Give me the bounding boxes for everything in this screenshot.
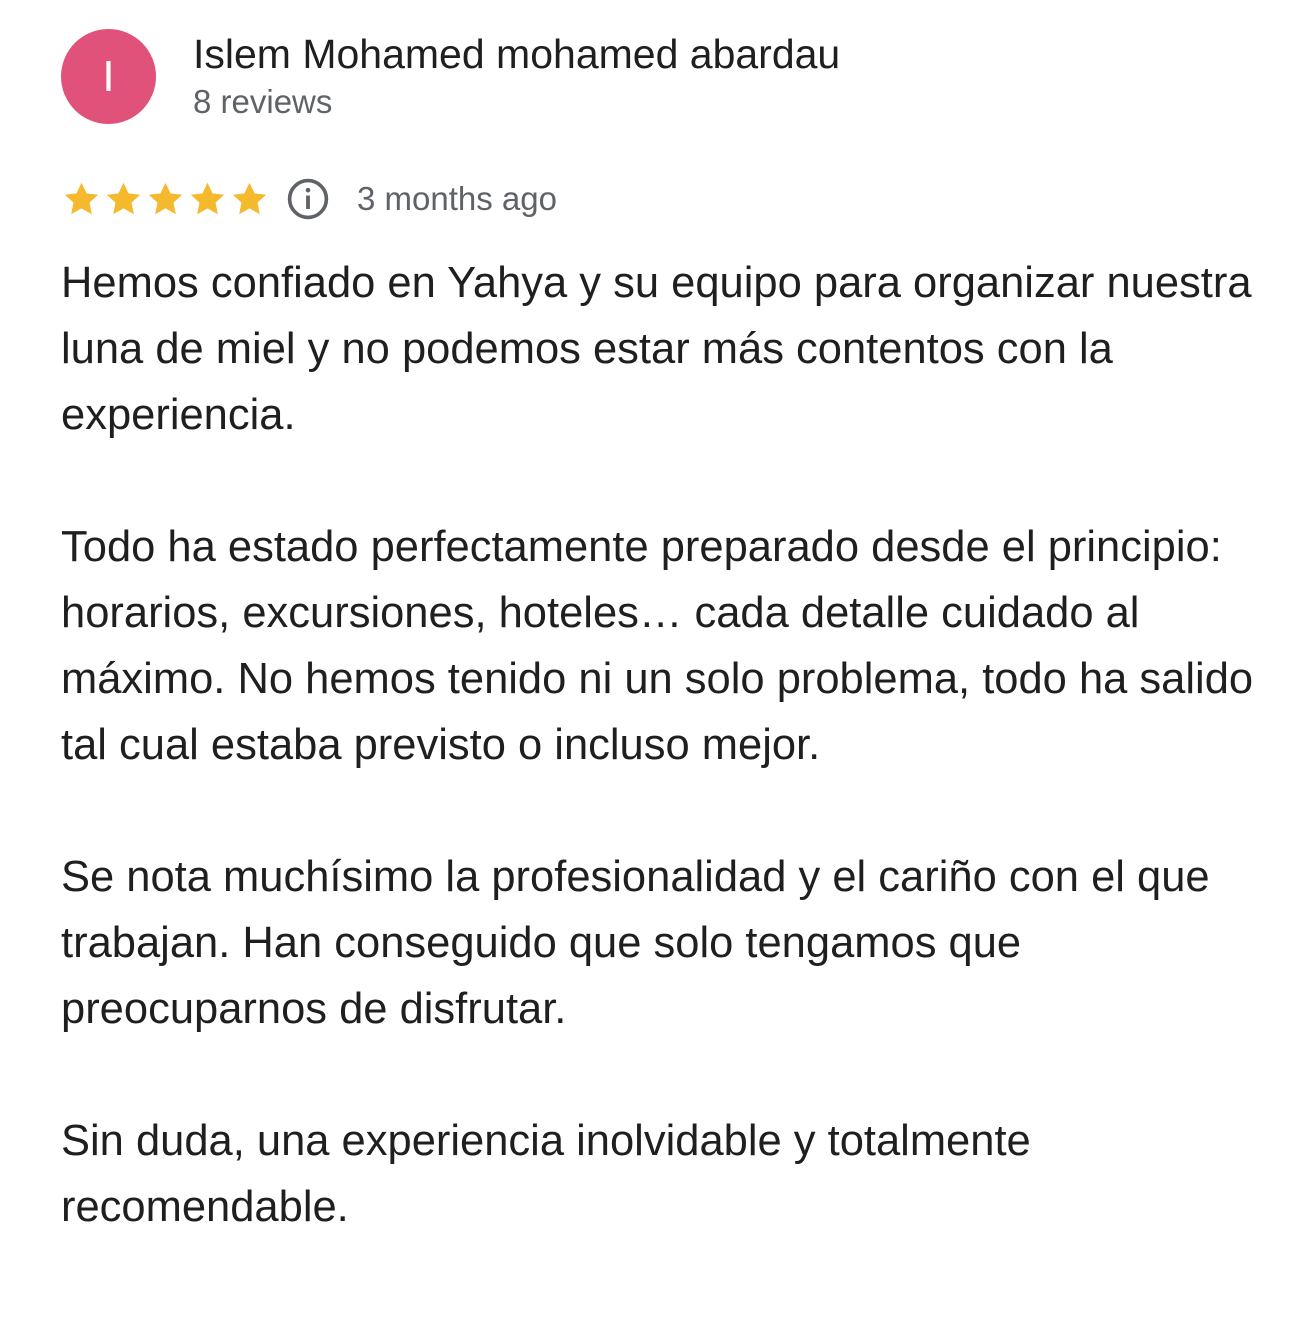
reviewer-review-count[interactable]: 8 reviews [193,83,333,120]
review-paragraph: Sin duda, una experiencia inolvidable y totalmente recomendable. [61,1117,1031,1231]
review-paragraph: Todo ha estado perfectamente preparado desde el principio: horarios, excursiones, hoteles… cada detalle cuidado al máximo. No hemos tenido ni un solo problema, todo ha salido tal cual estaba previsto o incluso mejor. [61,523,1254,769]
info-circle-icon[interactable] [285,176,331,222]
rating-row [61,174,557,224]
review-paragraph: Se nota muchísimo la profesionalidad y el cariño con el que trabajan. Han conseguido que solo tengamos que preocuparnos de disfrutar. [61,853,1210,1033]
review-timestamp: 3 months ago [357,180,557,217]
star-icon [145,179,186,220]
star-rating [61,179,271,220]
avatar[interactable] [61,29,156,124]
reviewer-name[interactable]: Islem Mohamed mohamed abardau [193,31,841,77]
review-text [61,250,1261,1240]
reviewer-info [193,30,840,124]
star-icon [103,179,144,220]
star-icon [187,179,228,220]
avatar-initial: I [102,51,115,101]
review-paragraph: Hemos confiado en Yahya y su equipo para organizar nuestra luna de miel y no podemos estar más contentos con la experiencia. [61,259,1252,439]
star-icon [229,179,270,220]
star-icon [61,179,102,220]
